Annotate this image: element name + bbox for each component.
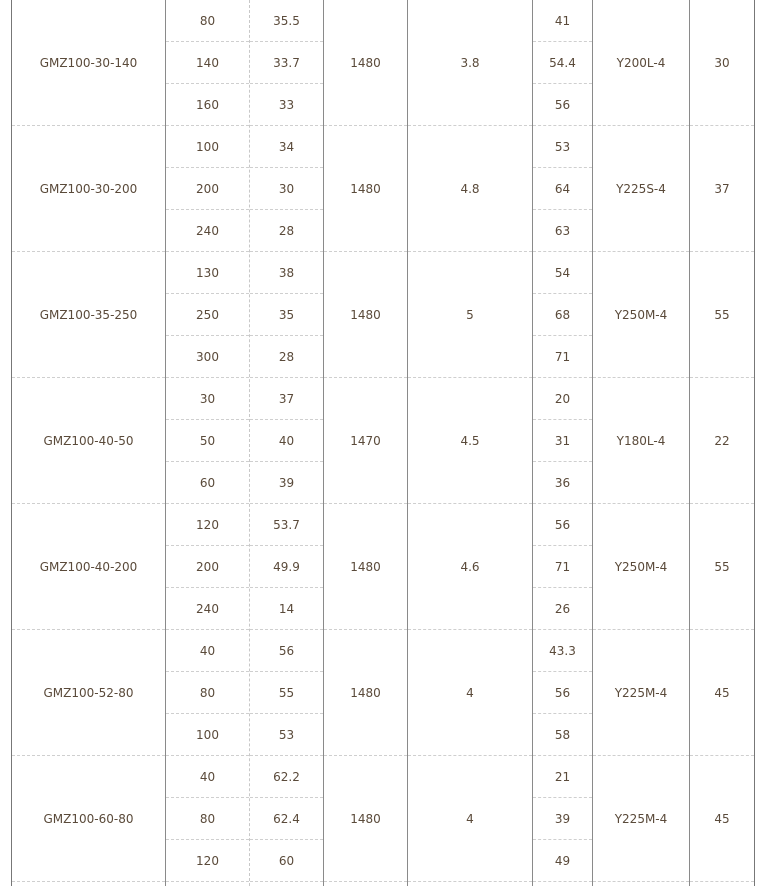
motor-cell: Y180L-4 [593, 378, 689, 504]
head-cell: 53 [250, 714, 323, 756]
flow-cell: 160 [166, 84, 249, 126]
npsh-cell: 4.5 [408, 378, 532, 504]
efficiency-cell: 56 [533, 84, 592, 126]
power-cell: 30 [690, 0, 754, 126]
head-cell: 39 [250, 462, 323, 504]
flow-cell: 140 [166, 42, 249, 84]
efficiency-cell: 26 [533, 588, 592, 630]
head-cell: 60 [250, 840, 323, 882]
head-cell: 53.7 [250, 504, 323, 546]
head-cell: 28 [250, 336, 323, 378]
head-cell: 40 [250, 420, 323, 462]
model-cell: GMZ100-30-140 [12, 0, 165, 126]
speed-cell: 1470 [324, 378, 407, 504]
flow-cell: 80 [166, 0, 249, 42]
speed-cell: 1480 [324, 126, 407, 252]
model-cell: GMZ100-60-80 [12, 756, 165, 882]
pump-spec-table [11, 0, 755, 886]
efficiency-cell: 56 [533, 672, 592, 714]
flow-cell: 80 [166, 672, 249, 714]
motor-cell: Y200L-4 [593, 0, 689, 126]
flow-cell: 30 [166, 378, 249, 420]
efficiency-cell: 63 [533, 210, 592, 252]
motor-cell: Y250M-4 [593, 252, 689, 378]
efficiency-cell: 71 [533, 336, 592, 378]
efficiency-cell: 64 [533, 168, 592, 210]
speed-cell: 1480 [324, 756, 407, 882]
flow-cell: 100 [166, 714, 249, 756]
efficiency-cell: 54 [533, 252, 592, 294]
efficiency-cell: 43.3 [533, 630, 592, 672]
power-cell: 55 [690, 504, 754, 630]
head-cell: 33.7 [250, 42, 323, 84]
power-cell: 45 [690, 756, 754, 882]
speed-cell: 1480 [324, 630, 407, 756]
column-divider [532, 0, 533, 886]
head-cell: 35 [250, 294, 323, 336]
column-divider [323, 0, 324, 886]
flow-cell: 200 [166, 168, 249, 210]
model-cell: GMZ100-30-200 [12, 126, 165, 252]
head-cell: 14 [250, 588, 323, 630]
efficiency-cell: 39 [533, 798, 592, 840]
head-cell: 62.4 [250, 798, 323, 840]
efficiency-cell: 58 [533, 714, 592, 756]
efficiency-cell: 53 [533, 126, 592, 168]
head-cell: 37 [250, 378, 323, 420]
efficiency-cell: 20 [533, 378, 592, 420]
flow-cell: 250 [166, 294, 249, 336]
motor-cell: Y225M-4 [593, 756, 689, 882]
head-cell: 38 [250, 252, 323, 294]
model-cell: GMZ100-40-50 [12, 378, 165, 504]
efficiency-cell: 56 [533, 504, 592, 546]
column-divider [689, 0, 690, 886]
model-cell: GMZ100-40-200 [12, 504, 165, 630]
head-cell: 28 [250, 210, 323, 252]
flow-cell: 40 [166, 630, 249, 672]
flow-cell: 80 [166, 798, 249, 840]
head-cell: 35.5 [250, 0, 323, 42]
motor-cell: Y225S-4 [593, 126, 689, 252]
speed-cell: 1480 [324, 504, 407, 630]
motor-cell: Y225M-4 [593, 630, 689, 756]
power-cell: 55 [690, 252, 754, 378]
column-divider [165, 0, 166, 886]
flow-cell: 240 [166, 588, 249, 630]
head-cell: 33 [250, 84, 323, 126]
efficiency-cell: 71 [533, 546, 592, 588]
npsh-cell: 4 [408, 630, 532, 756]
npsh-cell: 4 [408, 756, 532, 882]
efficiency-cell: 54.4 [533, 42, 592, 84]
head-cell: 62.2 [250, 756, 323, 798]
model-cell: GMZ100-52-80 [12, 630, 165, 756]
npsh-cell: 4.8 [408, 126, 532, 252]
flow-cell: 130 [166, 252, 249, 294]
head-cell: 55 [250, 672, 323, 714]
speed-cell: 1480 [324, 0, 407, 126]
npsh-cell: 4.6 [408, 504, 532, 630]
speed-cell: 1480 [324, 252, 407, 378]
efficiency-cell: 41 [533, 0, 592, 42]
efficiency-cell: 49 [533, 840, 592, 882]
flow-cell: 100 [166, 126, 249, 168]
motor-cell: Y250M-4 [593, 504, 689, 630]
power-cell: 45 [690, 630, 754, 756]
column-divider [249, 0, 250, 886]
column-divider [592, 0, 593, 886]
flow-cell: 120 [166, 504, 249, 546]
flow-cell: 240 [166, 210, 249, 252]
efficiency-cell: 31 [533, 420, 592, 462]
head-cell: 30 [250, 168, 323, 210]
column-divider [407, 0, 408, 886]
head-cell: 56 [250, 630, 323, 672]
model-cell: GMZ100-35-250 [12, 252, 165, 378]
npsh-cell: 3.8 [408, 0, 532, 126]
head-cell: 34 [250, 126, 323, 168]
efficiency-cell: 68 [533, 294, 592, 336]
flow-cell: 40 [166, 756, 249, 798]
power-cell: 22 [690, 378, 754, 504]
head-cell: 49.9 [250, 546, 323, 588]
flow-cell: 300 [166, 336, 249, 378]
flow-cell: 120 [166, 840, 249, 882]
npsh-cell: 5 [408, 252, 532, 378]
efficiency-cell: 36 [533, 462, 592, 504]
flow-cell: 60 [166, 462, 249, 504]
power-cell: 37 [690, 126, 754, 252]
efficiency-cell: 21 [533, 756, 592, 798]
flow-cell: 200 [166, 546, 249, 588]
flow-cell: 50 [166, 420, 249, 462]
